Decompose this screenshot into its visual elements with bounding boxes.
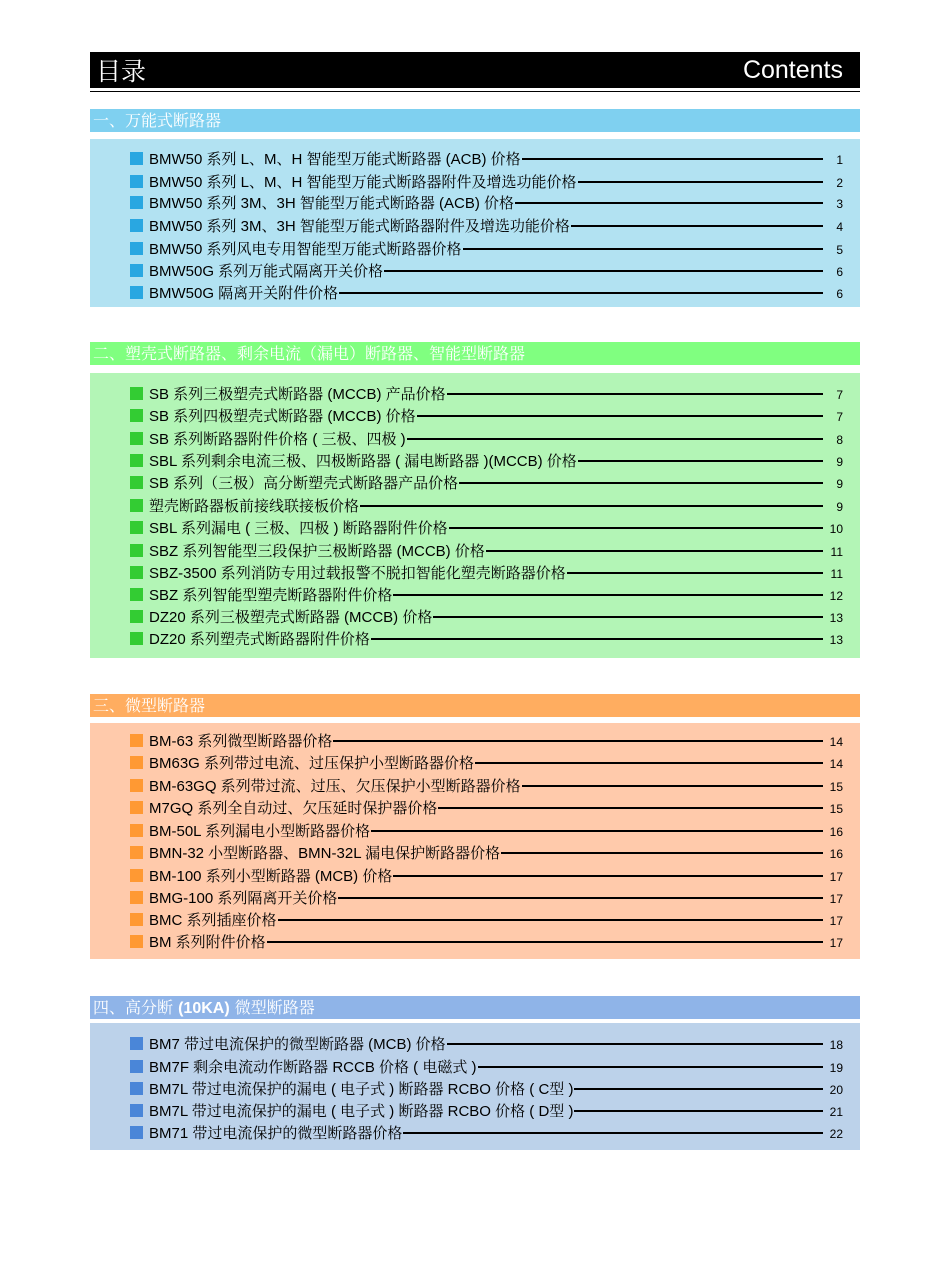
page-number: 5 bbox=[836, 243, 843, 257]
bullet-icon bbox=[130, 756, 143, 769]
section-heading-mcb bbox=[90, 694, 860, 717]
section-heading-text: 二、塑壳式断路器、剩余电流（漏电）断路器、智能型断路器 bbox=[93, 344, 526, 363]
bullet-icon bbox=[130, 219, 143, 232]
entry-label: BM7F 剩余电流动作断路器 RCCB 价格 ( 电磁式 ) bbox=[149, 1058, 477, 1076]
page-number: 8 bbox=[836, 433, 843, 447]
entry-label: BM 系列附件价格 bbox=[149, 933, 266, 951]
bullet-icon bbox=[130, 891, 143, 904]
entry-label: BMW50 系列风电专用智能型万能式断路器价格 bbox=[149, 240, 462, 258]
entry-label: BMW50 系列 L、M、H 智能型万能式断路器附件及增选功能价格 bbox=[149, 173, 577, 191]
leader-line bbox=[578, 181, 823, 183]
leader-line bbox=[567, 572, 823, 574]
toc-entry[interactable] bbox=[130, 886, 843, 908]
entry-label: BM7 带过电流保护的微型断路器 (MCB) 价格 bbox=[149, 1035, 446, 1053]
bullet-icon bbox=[130, 610, 143, 623]
section-body-high-breaking bbox=[90, 1023, 860, 1150]
page-number: 3 bbox=[836, 197, 843, 211]
bullet-icon bbox=[130, 242, 143, 255]
entry-label: SBZ-3500 系列消防专用过载报警不脱扣智能化塑壳断路器价格 bbox=[149, 564, 566, 582]
page-number: 11 bbox=[830, 545, 843, 559]
leader-line bbox=[571, 225, 823, 227]
page-number: 13 bbox=[829, 611, 843, 625]
entry-label: DZ20 系列三极塑壳式断路器 (MCCB) 价格 bbox=[149, 608, 433, 626]
entry-label: BMW50 系列 3M、3H 智能型万能式断路器附件及增选功能价格 bbox=[149, 217, 570, 235]
toc-entry[interactable] bbox=[130, 751, 843, 773]
toc-entry[interactable] bbox=[130, 583, 843, 605]
bullet-icon bbox=[130, 1126, 143, 1139]
leader-line bbox=[333, 740, 823, 742]
bullet-icon bbox=[130, 521, 143, 534]
bullet-icon bbox=[130, 264, 143, 277]
leader-line bbox=[522, 785, 823, 787]
bullet-icon bbox=[130, 476, 143, 489]
toc-entry[interactable] bbox=[130, 864, 843, 886]
contents-title-bar bbox=[90, 52, 860, 88]
page-number: 2 bbox=[836, 176, 843, 190]
bullet-icon bbox=[130, 913, 143, 926]
toc-entry[interactable] bbox=[130, 605, 843, 627]
bullet-icon bbox=[130, 566, 143, 579]
leader-line bbox=[393, 875, 823, 877]
bullet-icon bbox=[130, 175, 143, 188]
section-heading-acb bbox=[90, 109, 860, 132]
leader-line bbox=[278, 919, 823, 921]
leader-line bbox=[574, 1110, 823, 1112]
page-number: 17 bbox=[829, 936, 843, 950]
toc-entry[interactable] bbox=[130, 561, 843, 583]
leader-line bbox=[515, 202, 823, 204]
entry-label: SBZ 系列智能型三段保护三极断路器 (MCCB) 价格 bbox=[149, 542, 485, 560]
page-number: 7 bbox=[836, 410, 843, 424]
bullet-icon bbox=[130, 935, 143, 948]
entry-label: SB 系列（三极）高分断塑壳式断路器产品价格 bbox=[149, 474, 459, 492]
entry-label: BMN-32 小型断路器、BMN-32L 漏电保护断路器价格 bbox=[149, 844, 501, 862]
entry-label: SBZ 系列智能型塑壳断路器附件价格 bbox=[149, 586, 393, 604]
leader-line bbox=[578, 460, 823, 462]
section-heading-text: 三、微型断路器 bbox=[93, 696, 206, 715]
toc-entry[interactable] bbox=[130, 494, 843, 516]
entry-label: BM-63GQ 系列带过流、过压、欠压保护小型断路器价格 bbox=[149, 777, 521, 795]
page-number: 7 bbox=[836, 388, 843, 402]
page-number: 16 bbox=[829, 847, 843, 861]
entry-label: M7GQ 系列全自动过、欠压延时保护器价格 bbox=[149, 799, 438, 817]
leader-line bbox=[393, 594, 823, 596]
toc-entry[interactable] bbox=[130, 281, 843, 303]
page-number: 20 bbox=[829, 1083, 843, 1097]
toc-entry[interactable] bbox=[130, 1032, 843, 1054]
page-number: 9 bbox=[836, 500, 843, 514]
entry-label: BMW50G 系列万能式隔离开关价格 bbox=[149, 262, 384, 280]
entry-label: BM-50L 系列漏电小型断路器价格 bbox=[149, 822, 371, 840]
page-number: 14 bbox=[829, 735, 843, 749]
toc-entry[interactable] bbox=[130, 841, 843, 863]
page-number: 4 bbox=[836, 220, 843, 234]
toc-entry[interactable] bbox=[130, 191, 843, 213]
leader-line bbox=[478, 1066, 823, 1068]
bullet-icon bbox=[130, 152, 143, 165]
bullet-icon bbox=[130, 632, 143, 645]
page-number: 18 bbox=[829, 1038, 843, 1052]
page-number: 21 bbox=[829, 1105, 843, 1119]
bullet-icon bbox=[130, 387, 143, 400]
page-number: 22 bbox=[829, 1127, 843, 1141]
toc-entry[interactable] bbox=[130, 819, 843, 841]
entry-label: BMW50 系列 3M、3H 智能型万能式断路器 (ACB) 价格 bbox=[149, 194, 515, 212]
page-number: 1 bbox=[836, 153, 843, 167]
leader-line bbox=[339, 292, 823, 294]
toc-entry[interactable] bbox=[130, 147, 843, 169]
toc-entry[interactable] bbox=[130, 516, 843, 538]
bullet-icon bbox=[130, 869, 143, 882]
page-number: 15 bbox=[829, 780, 843, 794]
section-heading-rating: (10KA) bbox=[178, 1000, 230, 1017]
bullet-icon bbox=[130, 801, 143, 814]
leader-line bbox=[267, 941, 823, 943]
page-number: 16 bbox=[829, 825, 843, 839]
toc-entry[interactable] bbox=[130, 471, 843, 493]
bullet-icon bbox=[130, 409, 143, 422]
section-heading-suffix: 微型断路器 bbox=[229, 998, 315, 1017]
page-number: 12 bbox=[829, 589, 843, 603]
page-number: 17 bbox=[829, 892, 843, 906]
bullet-icon bbox=[130, 734, 143, 747]
entry-label: DZ20 系列塑壳式断路器附件价格 bbox=[149, 630, 370, 648]
title-en: Contents bbox=[742, 55, 843, 84]
leader-line bbox=[338, 897, 823, 899]
section-body-acb bbox=[90, 139, 860, 307]
page-number: 14 bbox=[829, 757, 843, 771]
entry-label: BMC 系列插座价格 bbox=[149, 911, 277, 929]
leader-line bbox=[403, 1132, 823, 1134]
toc-entry[interactable] bbox=[130, 774, 843, 796]
leader-line bbox=[433, 616, 823, 618]
entry-label: BMW50 系列 L、M、H 智能型万能式断路器 (ACB) 价格 bbox=[149, 150, 521, 168]
entry-label: 塑壳断路器板前接线联接板价格 bbox=[149, 497, 360, 515]
leader-line bbox=[463, 248, 823, 250]
toc-entry[interactable] bbox=[130, 237, 843, 259]
leader-line bbox=[407, 438, 823, 440]
page-number: 19 bbox=[829, 1061, 843, 1075]
entry-label: SBL 系列漏电 ( 三极、四极 ) 断路器附件价格 bbox=[149, 519, 448, 537]
leader-line bbox=[486, 550, 823, 552]
bullet-icon bbox=[130, 588, 143, 601]
leader-line bbox=[522, 158, 823, 160]
bullet-icon bbox=[130, 824, 143, 837]
section-body-mcb bbox=[90, 723, 860, 959]
bullet-icon bbox=[130, 196, 143, 209]
toc-entry[interactable] bbox=[130, 214, 843, 236]
title-zh: 目录 bbox=[96, 57, 147, 86]
entry-label: BM71 带过电流保护的微型断路器价格 bbox=[149, 1124, 403, 1142]
page-number: 10 bbox=[829, 522, 843, 536]
entry-label: BM-100 系列小型断路器 (MCB) 价格 bbox=[149, 867, 393, 885]
entry-label: SB 系列四极塑壳式断路器 (MCCB) 价格 bbox=[149, 407, 416, 425]
section-heading-mccb bbox=[90, 342, 860, 365]
leader-line bbox=[459, 482, 823, 484]
leader-line bbox=[371, 830, 823, 832]
toc-entry[interactable] bbox=[130, 382, 843, 404]
page-number: 13 bbox=[829, 633, 843, 647]
page-number: 17 bbox=[829, 870, 843, 884]
entry-label: BM7L 带过电流保护的漏电 ( 电子式 ) 断路器 RCBO 价格 ( C型 ) bbox=[149, 1080, 574, 1098]
toc-entry[interactable] bbox=[130, 1077, 843, 1099]
bullet-icon bbox=[130, 1104, 143, 1117]
leader-line bbox=[360, 505, 823, 507]
leader-line bbox=[447, 393, 823, 395]
entry-label: BM63G 系列带过电流、过压保护小型断路器价格 bbox=[149, 754, 475, 772]
toc-entry[interactable] bbox=[130, 259, 843, 281]
leader-line bbox=[475, 762, 823, 764]
section-body-mccb bbox=[90, 373, 860, 658]
toc-entry[interactable] bbox=[130, 1055, 843, 1077]
toc-entry[interactable] bbox=[130, 449, 843, 471]
leader-line bbox=[417, 415, 823, 417]
page-number: 6 bbox=[836, 265, 843, 279]
page-number: 6 bbox=[836, 287, 843, 301]
bullet-icon bbox=[130, 544, 143, 557]
toc-entry[interactable] bbox=[130, 170, 843, 192]
bullet-icon bbox=[130, 1060, 143, 1073]
entry-label: SBL 系列剩余电流三极、四极断路器 ( 漏电断路器 )(MCCB) 价格 bbox=[149, 452, 577, 470]
entry-label: BM-63 系列微型断路器价格 bbox=[149, 732, 333, 750]
bullet-icon bbox=[130, 454, 143, 467]
toc-entry[interactable] bbox=[130, 427, 843, 449]
bullet-icon bbox=[130, 1037, 143, 1050]
bullet-icon bbox=[130, 286, 143, 299]
leader-line bbox=[438, 807, 823, 809]
entry-label: BMG-100 系列隔离开关价格 bbox=[149, 889, 338, 907]
title-rule bbox=[90, 91, 860, 92]
bullet-icon bbox=[130, 499, 143, 512]
entry-label: BMW50G 隔离开关附件价格 bbox=[149, 284, 339, 302]
entry-label: BM7L 带过电流保护的漏电 ( 电子式 ) 断路器 RCBO 价格 ( D型 ) bbox=[149, 1102, 574, 1120]
toc-entry[interactable] bbox=[130, 627, 843, 649]
leader-line bbox=[447, 1043, 823, 1045]
section-heading-high-breaking bbox=[90, 996, 860, 1019]
page-number: 15 bbox=[829, 802, 843, 816]
toc-entry[interactable] bbox=[130, 1099, 843, 1121]
leader-line bbox=[449, 527, 823, 529]
leader-line bbox=[574, 1088, 823, 1090]
toc-entry[interactable] bbox=[130, 908, 843, 930]
toc-entry[interactable] bbox=[130, 1121, 843, 1143]
toc-entry[interactable] bbox=[130, 539, 843, 561]
section-heading-text: 一、万能式断路器 bbox=[93, 111, 222, 130]
page-number: 9 bbox=[836, 477, 843, 491]
page-number: 17 bbox=[829, 914, 843, 928]
toc-entry[interactable] bbox=[130, 404, 843, 426]
page-number: 9 bbox=[836, 455, 843, 469]
toc-entry[interactable] bbox=[130, 729, 843, 751]
bullet-icon bbox=[130, 779, 143, 792]
section-heading-prefix: 四、高分断 bbox=[93, 998, 179, 1017]
leader-line bbox=[371, 638, 823, 640]
leader-line bbox=[384, 270, 823, 272]
page-number: 11 bbox=[830, 567, 843, 581]
entry-label: SB 系列断路器附件价格 ( 三极、四极 ) bbox=[149, 430, 406, 448]
bullet-icon bbox=[130, 432, 143, 445]
leader-line bbox=[501, 852, 823, 854]
bullet-icon bbox=[130, 846, 143, 859]
entry-label: SB 系列三极塑壳式断路器 (MCCB) 产品价格 bbox=[149, 385, 446, 403]
toc-entry[interactable] bbox=[130, 930, 843, 952]
bullet-icon bbox=[130, 1082, 143, 1095]
toc-entry[interactable] bbox=[130, 796, 843, 818]
